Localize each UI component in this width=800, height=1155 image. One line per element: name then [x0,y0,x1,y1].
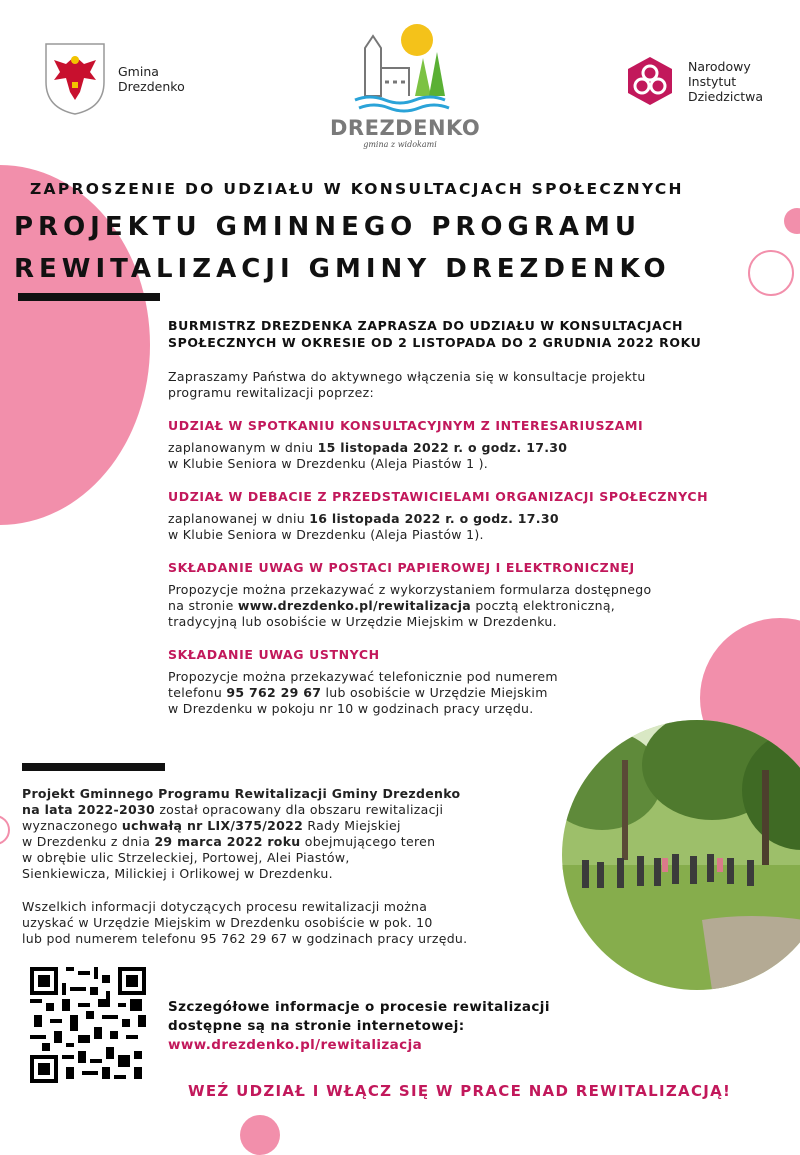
meeting-date: 15 listopada 2022 r. o godz. 17.30 [317,440,568,455]
nid-name-line1: Narodowy [688,58,751,74]
qr-code[interactable] [30,967,146,1083]
town-emblem-icon [345,18,455,114]
project-line3-post: Rady Miejskiej [303,818,401,833]
main-content [168,317,768,717]
project-line4-pre: w Drezdenku z dnia [22,834,155,849]
section-debate-heading: UDZIAŁ W DEBACIE Z PRZEDSTAWICIELAMI ORGANIZACJI SPOŁECZNYCH [168,489,709,504]
photo-meeting-outdoors [562,720,800,990]
nid-name-line3: Dziedzictwa [688,88,763,104]
rewitalizacja-link[interactable]: www.drezdenko.pl/rewitalizacja [168,1037,423,1053]
pink-ring-left [0,815,10,845]
section-written-text [168,582,768,630]
nid-emblem-icon [624,55,676,107]
section-debate-text [168,511,768,543]
pink-dot-right [784,208,800,234]
section-oral-text [168,669,768,717]
debate-date: 16 listopada 2022 r. o godz. 17.30 [309,511,559,526]
project-line4-post: obejmującego teren [300,834,436,849]
gmina-logo [44,42,185,116]
project-paragraph [22,786,562,882]
drezdenko-tagline: gmina z widokami [363,140,437,149]
gmina-name-line2: Drezdenko [118,79,185,94]
lead-line1: BURMISTRZ DREZDENKA ZAPRASZA DO UDZIAŁU W KONSULTACJACH [168,318,684,333]
page-title-line2: REWITALIZACJI GMINY DREZDENKO [14,254,671,284]
section-meeting-heading: UDZIAŁ W SPOTKANIU KONSULTACYJNYM Z INTERESARIUSZAMI [168,418,644,433]
more-info [168,998,550,1055]
project-years: na lata 2022-2030 [22,802,156,817]
section-meeting-text [168,440,768,472]
oral-line2-pre: telefonu [168,685,227,700]
meeting-place: w Klubie Seniora w Drezdenku (Aleja Piastów 1 ). [168,456,489,471]
more-info-line2: dostępne są na stronie internetowej: [168,1018,465,1034]
project-line1: Projekt Gminnego Programu Rewitalizacji Gminy Drezdenko [22,786,461,801]
black-bar-top [18,293,160,301]
pink-ring-right [748,250,794,296]
project-line2-post: został opracowany dla obszaru rewitalizacji [155,802,444,817]
pink-dot-bottom [240,1115,280,1155]
written-line1: Propozycje można przekazywać z wykorzystaniem formularza dostępnego [168,582,652,597]
section-written-heading: SKŁADANIE UWAG W POSTACI PAPIEROWEJ I ELEKTRONICZNEJ [168,560,635,575]
written-line3: tradycyjną lub osobiście w Urzędzie Miejskim w Drezdenku. [168,614,557,629]
written-url: www.drezdenko.pl/rewitalizacja [237,598,472,613]
info-line2: uzyskać w Urzędzie Miejskim w Drezdenku osobiście w pok. 10 [22,915,433,930]
oral-line3: w Drezdenku w pokoju nr 10 w godzinach pracy urzędu. [168,701,534,716]
lead-text [168,317,768,351]
invitation-subtitle: ZAPROSZENIE DO UDZIAŁU W KONSULTACJACH SPOŁECZNYCH [30,180,684,198]
nid-name-line2: Instytut [688,73,737,89]
intro-line1: Zapraszamy Państwa do aktywnego włączenia się w konsultacje projektu [168,369,646,384]
coat-of-arms-icon [44,42,106,116]
page-title [14,206,671,290]
oral-line2-post: lub osobiście w Urzędzie Miejskim [321,685,548,700]
nid-logo [624,55,763,107]
call-to-action: WEŹ UDZIAŁ I WŁĄCZ SIĘ W PRACE NAD REWITALIZACJĄ! [188,1082,732,1100]
drezdenko-wordmark: DREZDENKO [330,116,481,140]
project-date: 29 marca 2022 roku [154,834,301,849]
info-paragraph [22,899,562,947]
project-line5: w obrębie ulic Strzeleckiej, Portowej, Alei Piastów, [22,850,350,865]
lead-line2: SPOŁECZNYCH W OKRESIE OD 2 LISTOPADA DO 2 GRUDNIA 2022 ROKU [168,335,702,350]
info-line3: lub pod numerem telefonu 95 762 29 67 w godzinach pracy urzędu. [22,931,468,946]
intro-line2: programu rewitalizacji poprzez: [168,385,375,400]
debate-place: w Klubie Seniora w Drezdenku (Aleja Piastów 1). [168,527,484,542]
more-info-line1: Szczegółowe informacje o procesie rewitalizacji [168,999,550,1015]
page-title-line1: PROJEKTU GMINNEGO PROGRAMU [14,212,641,242]
black-bar-lower [22,763,165,771]
project-line6: Sienkiewicza, Milickiej i Orlikowej w Drezdenku. [22,866,333,881]
project-resolution: uchwałą nr LIX/375/2022 [121,818,304,833]
intro-text [168,369,768,401]
project-line3-pre: wyznaczonego [22,818,122,833]
written-line2-pre: na stronie [168,598,238,613]
meeting-date-prefix: zaplanowanym w dniu [168,440,318,455]
gmina-name-line1: Gmina [118,64,159,79]
debate-date-prefix: zaplanowanej w dniu [168,511,310,526]
section-oral-heading: SKŁADANIE UWAG USTNYCH [168,647,380,662]
drezdenko-logo [330,18,481,149]
lower-content [22,786,562,947]
info-line1: Wszelkich informacji dotyczących procesu rewitalizacji można [22,899,428,914]
oral-line1: Propozycje można przekazywać telefonicznie pod numerem [168,669,558,684]
written-line2-post: pocztą elektroniczną, [471,598,616,613]
oral-phone: 95 762 29 67 [226,685,322,700]
